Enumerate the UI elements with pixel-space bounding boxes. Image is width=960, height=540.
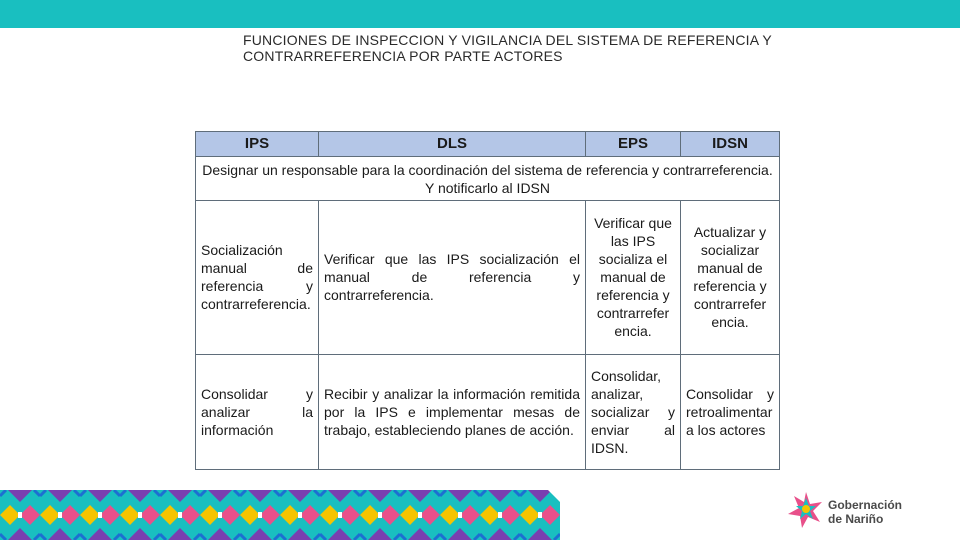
header-eps: EPS [586, 132, 681, 157]
header-dls: DLS [319, 132, 586, 157]
pattern-band [0, 490, 560, 540]
cell-idsn: Actualizar y socializar manual de referencia y contrarrefer encia. [681, 201, 780, 354]
table-row-designar [196, 157, 780, 201]
cell-idsn: Consolidar y retroalimentar a los actores [681, 354, 780, 469]
table-row [196, 354, 780, 469]
slide-title: FUNCIONES DE INSPECCION Y VIGILANCIA DEL SISTEMA DE REFERENCIA Y CONTRARREFERENCIA POR PARTE ACTORES [243, 32, 772, 64]
logo-line-1: Gobernación [828, 498, 903, 512]
cell-designar: Designar un responsable para la coordinación del sistema de referencia y contrarreferencia. Y notificarlo al IDSN [196, 157, 780, 201]
table-row [196, 201, 780, 354]
logo-wordmark [828, 498, 902, 526]
logo-line-2: de Nariño [828, 512, 884, 526]
header-ips: IPS [196, 132, 319, 157]
header-idsn: IDSN [681, 132, 780, 157]
cell-dls: Recibir y analizar la información remitida por la IPS e implementar mesas de trabajo, estableciendo planes de acción. [319, 354, 586, 469]
cell-ips: Consolidar y analizar la información [196, 354, 319, 469]
top-accent-bar [0, 0, 960, 28]
cell-eps: Consolidar, analizar, socializar y enviar al IDSN. [586, 354, 681, 469]
functions-table [195, 131, 780, 470]
cell-eps: Verificar que las IPS socializa el manual de referencia y contrarrefer encia. [586, 201, 681, 354]
cell-ips: Socialización manual de referencia y contrarreferencia. [196, 201, 319, 354]
cell-dls: Verificar que las IPS socialización el manual de referencia y contrarreferencia. [319, 201, 586, 354]
table-header-row [196, 132, 780, 157]
